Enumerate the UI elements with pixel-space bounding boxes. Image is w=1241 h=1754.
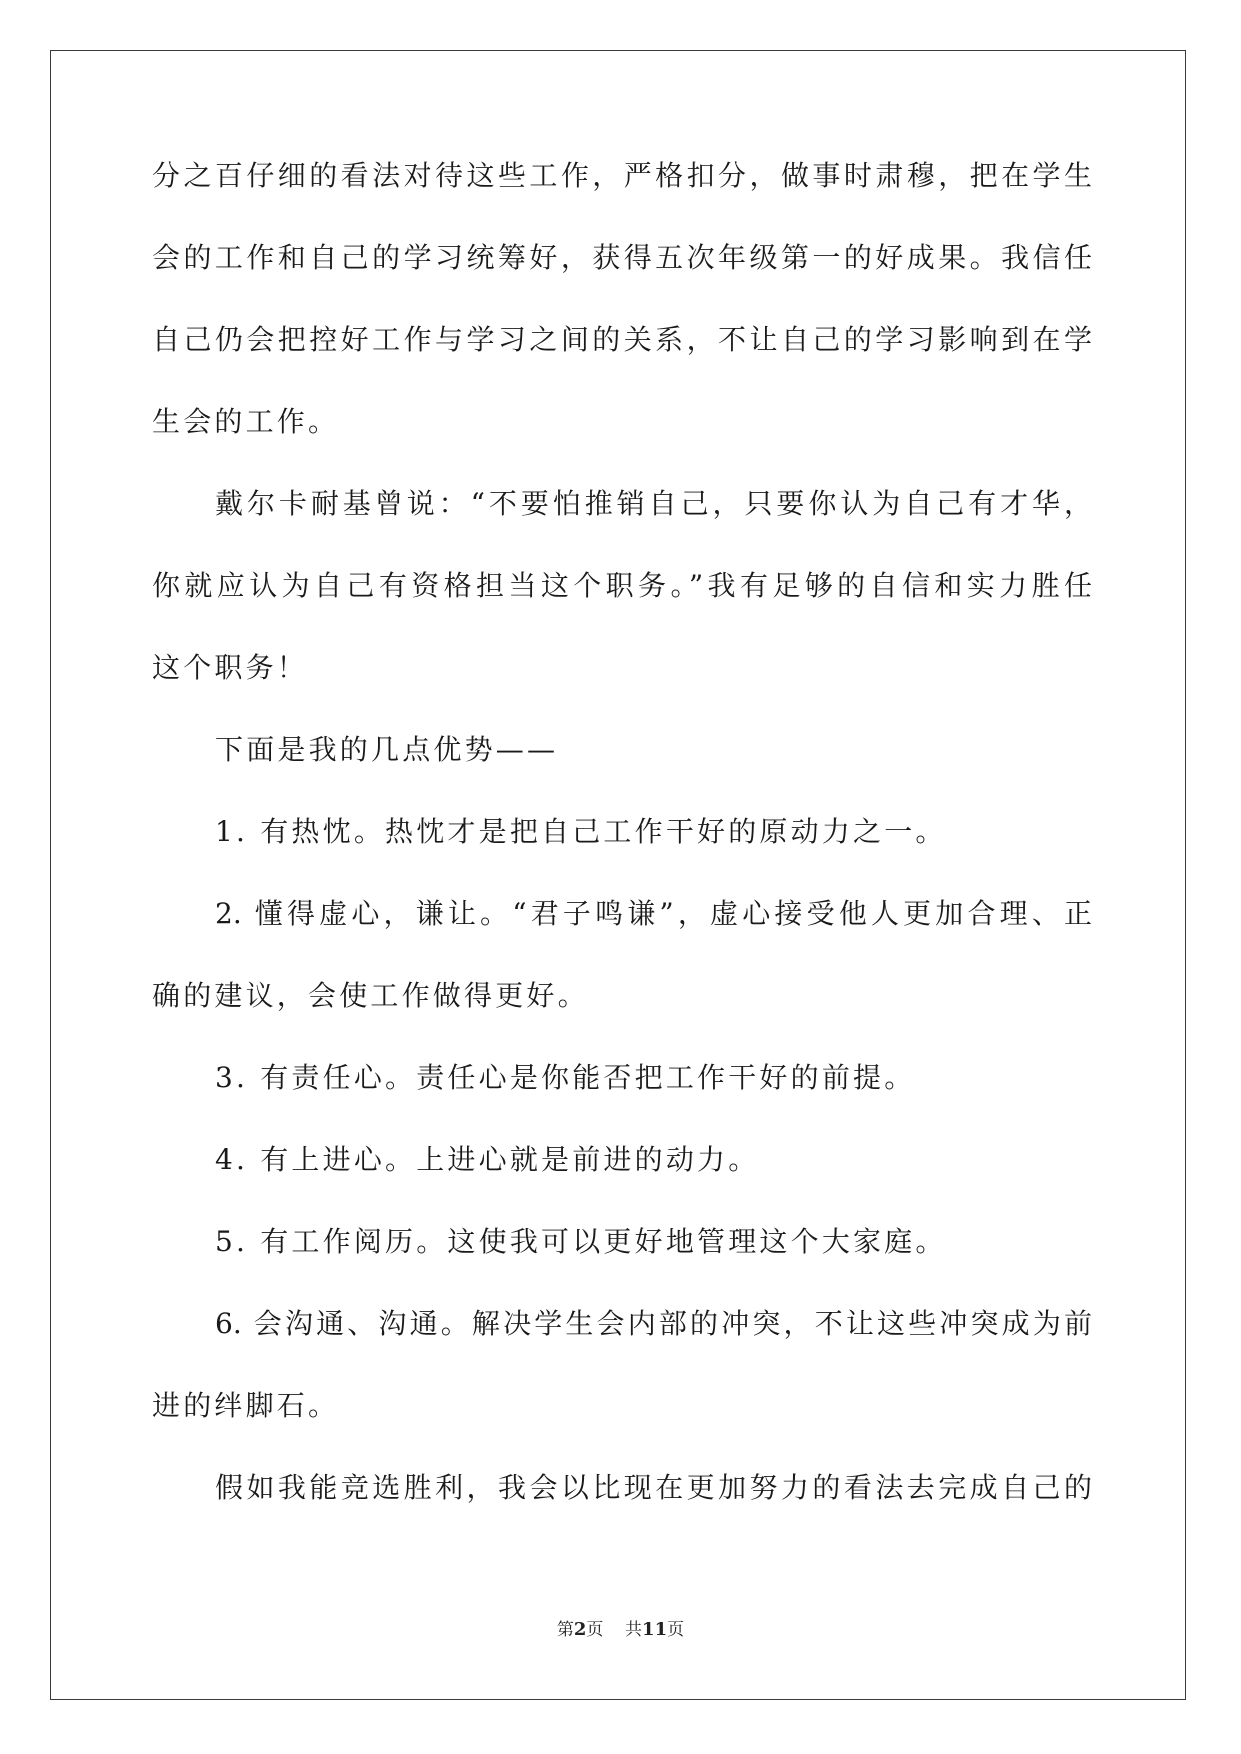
text-line: 你就应认为自己有资格担当这个职务。”我有足够的自信和实力胜任 [152,569,1092,602]
text-line: 自己仍会把控好工作与学习之间的关系，不让自己的学习影响到在学 [152,323,1092,356]
list-item: 2. 懂得虚心，谦让。“君子鸣谦”，虚心接受他人更加合理、正 [215,897,1092,930]
text-line: 会的工作和自己的学习统筹好，获得五次年级第一的好成果。我信任 [152,241,1092,274]
page-suffix: 页 [586,1620,604,1640]
page-current: 2 [573,1619,587,1640]
text-line: 分之百仔细的看法对待这些工作，严格扣分，做事时肃穆，把在学生 [152,159,1092,192]
text-line: 确的建议，会使工作做得更好。 [152,979,589,1012]
page-total: 11 [642,1619,668,1640]
text-line: 戴尔卡耐基曾说：“不要怕推销自己，只要你认为自己有才华， [215,487,1092,520]
list-item: 1. 有热忱。热忱才是把自己工作干好的原动力之一。 [215,815,947,848]
text-line: 生会的工作。 [152,405,340,438]
text-line: 下面是我的几点优势—— [215,733,559,766]
list-item: 3. 有责任心。责任心是你能否把工作干好的前提。 [215,1061,916,1094]
list-item: 6. 会沟通、沟通。解决学生会内部的冲突，不让这些冲突成为前 [215,1307,1092,1340]
list-item: 4. 有上进心。上进心就是前进的动力。 [215,1143,760,1176]
total-suffix: 页 [667,1620,685,1640]
text-line: 进的绊脚石。 [152,1389,340,1422]
document-body [152,159,1092,1556]
text-line: 这个职务！ [152,651,309,684]
total-prefix: 共 [625,1620,643,1640]
page-prefix: 第 [556,1620,574,1640]
list-item: 5. 有工作阅历。这使我可以更好地管理这个大家庭。 [215,1225,947,1258]
text-line: 假如我能竞选胜利，我会以比现在更加努力的看法去完成自己的 [215,1471,1092,1504]
page-footer [0,1620,1241,1640]
